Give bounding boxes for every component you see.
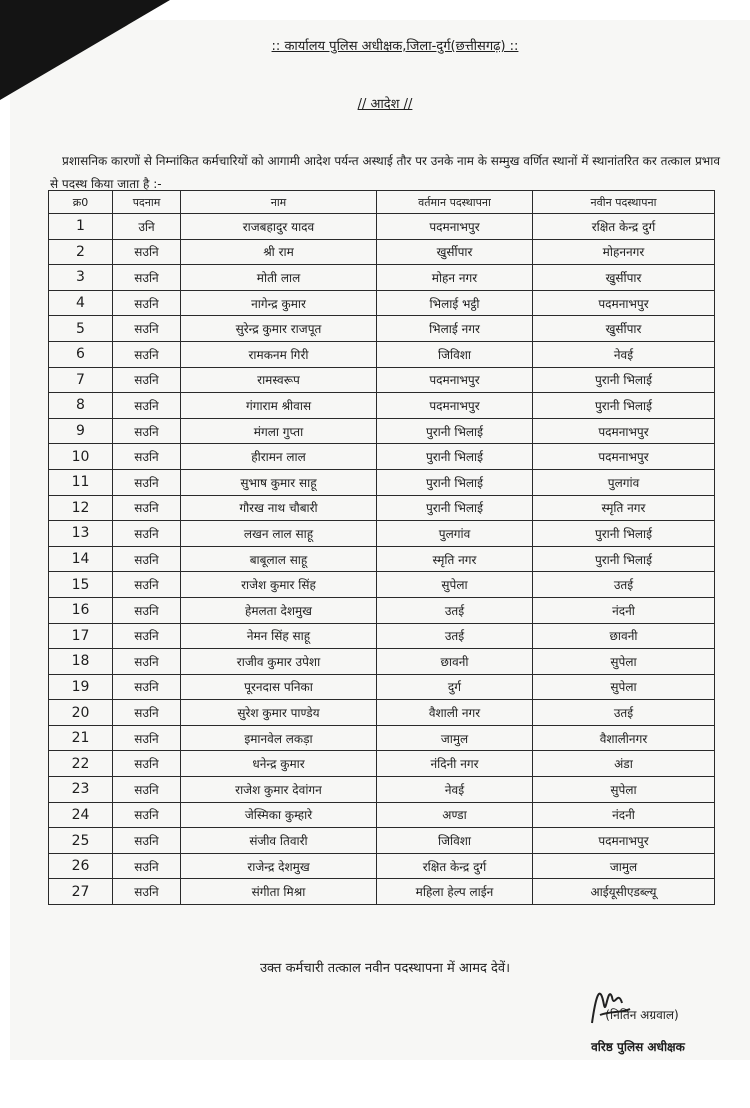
cell-sno: 1: [49, 214, 113, 240]
cell-name: रामस्वरूप: [181, 367, 377, 393]
cell-name: लखन लाल साहू: [181, 521, 377, 547]
footer-note: उक्त कर्मचारी तत्काल नवीन पदस्थापना में आमद देवें।: [259, 961, 511, 976]
cell-name: गौरख नाथ चौबारी: [181, 495, 377, 521]
cell-new-posting: पुरानी भिलाई: [533, 393, 715, 419]
cell-name: राजेश कुमार सिंह: [181, 572, 377, 598]
table-row: [49, 649, 715, 675]
header-new-posting: नवीन पदस्थापना: [533, 191, 715, 214]
cell-sno: 3: [49, 265, 113, 291]
intro-paragraph: प्रशासनिक कारणों से निम्नांकित कर्मचारियों को आगामी आदेश पर्यन्त अस्थाई तौर पर उनके नाम के सम्मुख वर्णित स्थानों में स्थानांतरित कर तत्काल प्रभाव से पदस्थ किया जाता है :-: [50, 154, 721, 191]
cell-rank: सउनि: [113, 623, 181, 649]
cell-new-posting: खुर्सीपार: [533, 316, 715, 342]
cell-sno: 21: [49, 725, 113, 751]
cell-rank: सउनि: [113, 469, 181, 495]
cell-name: रामकनम गिरी: [181, 341, 377, 367]
header-current-posting: वर्तमान पदस्थापना: [377, 191, 533, 214]
cell-new-posting: पुलगांव: [533, 469, 715, 495]
table-row: [49, 751, 715, 777]
cell-rank: सउनि: [113, 418, 181, 444]
cell-name: बाबूलाल साहू: [181, 546, 377, 572]
cell-new-posting: उतई: [533, 572, 715, 598]
cell-new-posting: नेवई: [533, 341, 715, 367]
cell-new-posting: खुर्सीपार: [533, 265, 715, 291]
cell-rank: सउनि: [113, 367, 181, 393]
table-row: [49, 316, 715, 342]
cell-rank: सउनि: [113, 290, 181, 316]
cell-new-posting: स्मृति नगर: [533, 495, 715, 521]
cell-sno: 10: [49, 444, 113, 470]
cell-current-posting: नंदिनी नगर: [377, 751, 533, 777]
cell-rank: सउनि: [113, 828, 181, 854]
cell-new-posting: छावनी: [533, 623, 715, 649]
table-row: [49, 597, 715, 623]
cell-name: नागेन्द्र कुमार: [181, 290, 377, 316]
cell-rank: सउनि: [113, 265, 181, 291]
table-row: [49, 214, 715, 240]
cell-sno: 15: [49, 572, 113, 598]
cell-current-posting: उतई: [377, 597, 533, 623]
cell-name: सुरेश कुमार पाण्डेय: [181, 700, 377, 726]
cell-rank: सउनि: [113, 393, 181, 419]
cell-sno: 17: [49, 623, 113, 649]
table-row: [49, 290, 715, 316]
cell-sno: 22: [49, 751, 113, 777]
cell-current-posting: पुरानी भिलाई: [377, 444, 533, 470]
cell-new-posting: मोहननगर: [533, 239, 715, 265]
cell-rank: सउनि: [113, 674, 181, 700]
cell-rank: सउनि: [113, 546, 181, 572]
cell-current-posting: जिविशा: [377, 341, 533, 367]
cell-rank: सउनि: [113, 597, 181, 623]
cell-current-posting: भिलाई नगर: [377, 316, 533, 342]
cell-sno: 9: [49, 418, 113, 444]
cell-new-posting: सुपेला: [533, 674, 715, 700]
cell-sno: 24: [49, 802, 113, 828]
cell-current-posting: जामुल: [377, 725, 533, 751]
cell-sno: 27: [49, 879, 113, 905]
table-row: [49, 572, 715, 598]
cell-sno: 2: [49, 239, 113, 265]
cell-new-posting: पदमनाभपुर: [533, 290, 715, 316]
cell-sno: 16: [49, 597, 113, 623]
cell-rank: सउनि: [113, 444, 181, 470]
signatory-title: वरिष्ठ पुलिस अधीक्षक: [591, 1040, 685, 1054]
cell-rank: सउनि: [113, 316, 181, 342]
cell-sno: 4: [49, 290, 113, 316]
cell-rank: सउनि: [113, 521, 181, 547]
cell-sno: 19: [49, 674, 113, 700]
cell-rank: सउनि: [113, 341, 181, 367]
cell-new-posting: रक्षित केन्द्र दुर्ग: [533, 214, 715, 240]
cell-name: पूरनदास पनिका: [181, 674, 377, 700]
table-row: [49, 828, 715, 854]
table-row: [49, 265, 715, 291]
cell-current-posting: मोहन नगर: [377, 265, 533, 291]
cell-sno: 5: [49, 316, 113, 342]
signature-scribble: [570, 975, 700, 1035]
table-row: [49, 546, 715, 572]
signatory-name: (नितिन अग्रवाल): [605, 1008, 679, 1022]
cell-sno: 7: [49, 367, 113, 393]
table-row: [49, 700, 715, 726]
table-row: [49, 879, 715, 905]
cell-name: हेमलता देशमुख: [181, 597, 377, 623]
cell-name: राजबहादुर यादव: [181, 214, 377, 240]
cell-current-posting: पुरानी भिलाई: [377, 495, 533, 521]
cell-current-posting: नेवई: [377, 777, 533, 803]
header-sno: क्र0: [49, 191, 113, 214]
cell-new-posting: वैशालीनगर: [533, 725, 715, 751]
cell-new-posting: पुरानी भिलाई: [533, 521, 715, 547]
table-row: [49, 393, 715, 419]
cell-rank: सउनि: [113, 725, 181, 751]
cell-current-posting: अण्डा: [377, 802, 533, 828]
cell-new-posting: सुपेला: [533, 777, 715, 803]
cell-new-posting: नंदनी: [533, 802, 715, 828]
cell-name: गंगाराम श्रीवास: [181, 393, 377, 419]
table-row: [49, 802, 715, 828]
cell-current-posting: स्मृति नगर: [377, 546, 533, 572]
cell-current-posting: उतई: [377, 623, 533, 649]
cell-current-posting: पदमनाभपुर: [377, 367, 533, 393]
cell-current-posting: भिलाई भट्ठी: [377, 290, 533, 316]
cell-name: इमानवेल लकड़ा: [181, 725, 377, 751]
cell-name: राजेश कुमार देवांगन: [181, 777, 377, 803]
table-row: [49, 521, 715, 547]
header-name: नाम: [181, 191, 377, 214]
table-header-row: [49, 191, 715, 214]
cell-current-posting: दुर्ग: [377, 674, 533, 700]
cell-current-posting: पदमनाभपुर: [377, 393, 533, 419]
cell-current-posting: छावनी: [377, 649, 533, 675]
cell-rank: सउनि: [113, 802, 181, 828]
cell-current-posting: सुपेला: [377, 572, 533, 598]
cell-name: संजीव तिवारी: [181, 828, 377, 854]
cell-rank: सउनि: [113, 777, 181, 803]
cell-sno: 26: [49, 853, 113, 879]
cell-name: धनेन्द्र कुमार: [181, 751, 377, 777]
cell-rank: सउनि: [113, 239, 181, 265]
cell-new-posting: पदमनाभपुर: [533, 444, 715, 470]
cell-sno: 6: [49, 341, 113, 367]
table-row: [49, 674, 715, 700]
cell-name: राजीव कुमार उपेशा: [181, 649, 377, 675]
cell-current-posting: वैशाली नगर: [377, 700, 533, 726]
cell-sno: 25: [49, 828, 113, 854]
cell-sno: 14: [49, 546, 113, 572]
order-title: // आदेश //: [357, 97, 413, 112]
table-row: [49, 777, 715, 803]
table-row: [49, 444, 715, 470]
cell-name: मोती लाल: [181, 265, 377, 291]
cell-rank: सउनि: [113, 700, 181, 726]
cell-new-posting: पुरानी भिलाई: [533, 367, 715, 393]
cell-name: मंगला गुप्ता: [181, 418, 377, 444]
cell-sno: 13: [49, 521, 113, 547]
cell-sno: 20: [49, 700, 113, 726]
cell-current-posting: पुरानी भिलाई: [377, 418, 533, 444]
cell-new-posting: पदमनाभपुर: [533, 418, 715, 444]
cell-new-posting: आईयूसीएडब्ल्यू: [533, 879, 715, 905]
cell-current-posting: खुर्सीपार: [377, 239, 533, 265]
cell-name: सुभाष कुमार साहू: [181, 469, 377, 495]
cell-rank: उनि: [113, 214, 181, 240]
cell-sno: 18: [49, 649, 113, 675]
cell-sno: 8: [49, 393, 113, 419]
cell-rank: सउनि: [113, 751, 181, 777]
cell-rank: सउनि: [113, 649, 181, 675]
cell-name: संगीता मिश्रा: [181, 879, 377, 905]
cell-current-posting: पुलगांव: [377, 521, 533, 547]
cell-new-posting: अंडा: [533, 751, 715, 777]
table-row: [49, 367, 715, 393]
table-row: [49, 623, 715, 649]
cell-new-posting: उतई: [533, 700, 715, 726]
table-row: [49, 418, 715, 444]
cell-current-posting: पुरानी भिलाई: [377, 469, 533, 495]
table-row: [49, 469, 715, 495]
cell-sno: 12: [49, 495, 113, 521]
cell-new-posting: पुरानी भिलाई: [533, 546, 715, 572]
cell-sno: 23: [49, 777, 113, 803]
header-rank: पदनाम: [113, 191, 181, 214]
table-row: [49, 239, 715, 265]
cell-name: जेस्मिका कुम्हारे: [181, 802, 377, 828]
cell-name: नेमन सिंह साहू: [181, 623, 377, 649]
table-row: [49, 495, 715, 521]
office-title: :: कार्यालय पुलिस अधीक्षक,जिला-दुर्ग(छत्तीसगढ़) ::: [271, 39, 519, 54]
cell-rank: सउनि: [113, 853, 181, 879]
cell-name: श्री राम: [181, 239, 377, 265]
cell-new-posting: जामुल: [533, 853, 715, 879]
cell-new-posting: सुपेला: [533, 649, 715, 675]
cell-sno: 11: [49, 469, 113, 495]
cell-rank: सउनि: [113, 879, 181, 905]
cell-current-posting: महिला हेल्प लाईन: [377, 879, 533, 905]
cell-name: राजेन्द्र देशमुख: [181, 853, 377, 879]
table-row: [49, 853, 715, 879]
cell-name: सुरेन्द्र कुमार राजपूत: [181, 316, 377, 342]
transfer-table: [48, 190, 715, 905]
table-row: [49, 725, 715, 751]
cell-current-posting: जिविशा: [377, 828, 533, 854]
cell-name: हीरामन लाल: [181, 444, 377, 470]
cell-current-posting: पदमनाभपुर: [377, 214, 533, 240]
cell-new-posting: पदमनाभपुर: [533, 828, 715, 854]
table-row: [49, 341, 715, 367]
cell-rank: सउनि: [113, 495, 181, 521]
cell-rank: सउनि: [113, 572, 181, 598]
cell-new-posting: नंदनी: [533, 597, 715, 623]
cell-current-posting: रक्षित केन्द्र दुर्ग: [377, 853, 533, 879]
table-body: [49, 214, 715, 905]
